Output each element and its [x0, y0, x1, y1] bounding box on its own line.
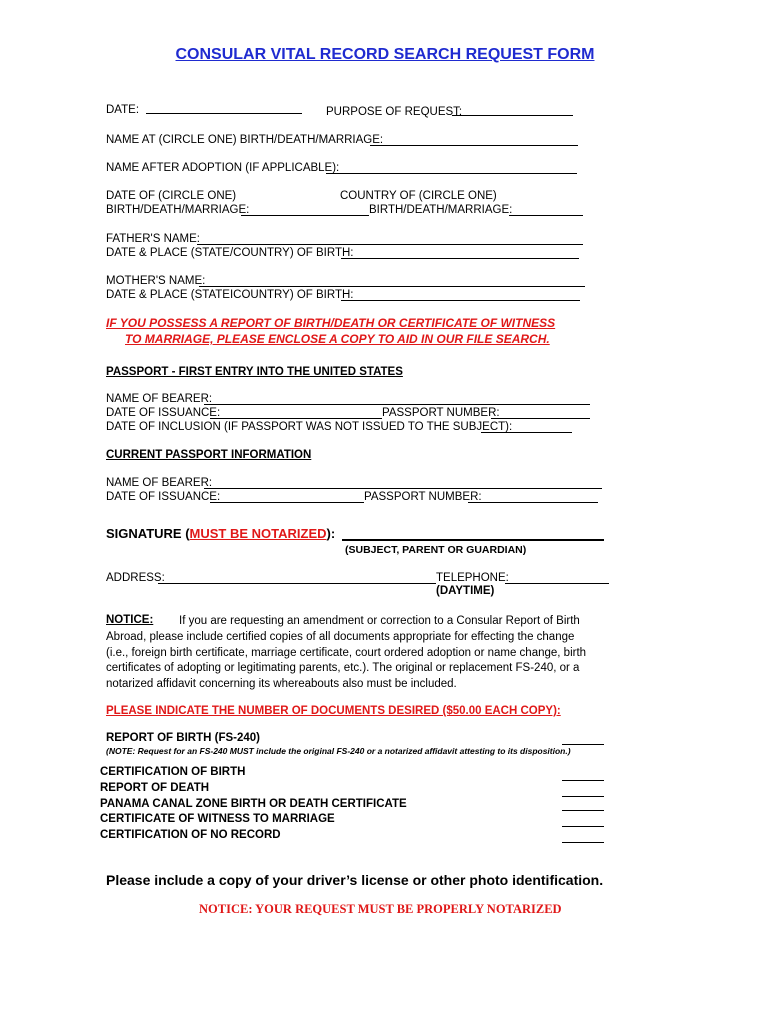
name-after-adoption-field[interactable]: [326, 173, 577, 174]
fs240-note: (NOTE: Request for an FS-240 MUST include the original FS-240 or a notarized affidavit attesting to its disposition.): [106, 746, 571, 756]
current-issuance-field[interactable]: [210, 502, 364, 503]
current-bearer-label: NAME OF BEARER:: [106, 477, 213, 489]
address-field[interactable]: [158, 583, 436, 584]
signature-label: SIGNATURE (MUST BE NOTARIZED):: [106, 526, 336, 541]
first-bearer-label: NAME OF BEARER:: [106, 393, 213, 405]
doc-item-witness-to-marriage: CERTIFICATE OF WITNESS TO MARRIAGE: [100, 813, 335, 825]
daytime-label: (DAYTIME): [436, 585, 495, 597]
doc-count-witness-to-marriage[interactable]: [562, 826, 604, 827]
telephone-label: TELEPHONE:: [436, 572, 509, 584]
date-of-label: DATE OF (CIRCLE ONE): [106, 190, 237, 202]
fathers-name-label: FATHER'S NAME:: [106, 233, 200, 245]
doc-count-panama-canal-zone[interactable]: [562, 810, 604, 811]
address-label: ADDRESS:: [106, 572, 165, 584]
first-number-field[interactable]: [491, 418, 590, 419]
mother-date-place-label: DATE & PLACE (STATEICOUNTRY) OF BIRTH:: [106, 289, 354, 301]
current-issuance-label: DATE OF ISSUANCE:: [106, 491, 221, 503]
current-bearer-field[interactable]: [204, 488, 602, 489]
notice-line-4: certificates of adopting or legitimating parents, etc.). The original or replacement FS-240, or a: [106, 662, 580, 674]
telephone-field[interactable]: [505, 583, 609, 584]
name-after-adoption-label: NAME AFTER ADOPTION (IF APPLICABLE):: [106, 162, 340, 174]
first-inclusion-label: DATE OF INCLUSION (IF PASSPORT WAS NOT ISSUED TO THE SUBJECT):: [106, 421, 513, 433]
signature-field[interactable]: [342, 539, 604, 541]
name-at-field[interactable]: [370, 145, 578, 146]
purpose-label: PURPOSE OF REQUEST:: [326, 106, 463, 118]
fathers-name-field[interactable]: [197, 244, 583, 245]
first-number-label: PASSPORT NUMBER:: [382, 407, 500, 419]
purpose-field[interactable]: [452, 115, 573, 116]
must-be-notarized: MUST BE NOTARIZED: [189, 526, 327, 541]
doc-item-certification-of-birth: CERTIFICATION OF BIRTH: [100, 766, 246, 778]
passport-first-heading: PASSPORT - FIRST ENTRY INTO THE UNITED STATES: [106, 366, 403, 378]
notice-line-3: (i.e., foreign birth certificate, marriage certificate, court ordered adoption or name change, birth: [106, 647, 587, 659]
name-at-label: NAME AT (CIRCLE ONE) BIRTH/DEATH/MARRIAGE:: [106, 134, 384, 146]
date-of-field[interactable]: [241, 215, 369, 216]
first-issuance-label: DATE OF ISSUANCE:: [106, 407, 221, 419]
doc-item-panama-canal-zone: PANAMA CANAL ZONE BIRTH OR DEATH CERTIFICATE: [100, 798, 407, 810]
notice-line-1: If you are requesting an amendment or correction to a Consular Report of Birth: [179, 615, 580, 627]
doc-count-report-of-death[interactable]: [562, 796, 604, 797]
mother-date-place-field[interactable]: [341, 300, 580, 301]
current-number-label: PASSPORT NUMBER:: [364, 491, 482, 503]
notice-line-5: notarized affidavit concerning its whereabouts also must be included.: [106, 678, 457, 690]
fs240-count-field[interactable]: [562, 744, 604, 745]
notice-label: NOTICE:: [106, 614, 154, 626]
first-issuance-field[interactable]: [210, 418, 382, 419]
photo-id-note: Please include a copy of your driver’s license or other photo identification.: [106, 872, 604, 888]
country-of-options: BIRTH/DEATH/MARRIAGE:: [369, 204, 513, 216]
doc-item-report-of-death: REPORT OF DEATH: [100, 782, 210, 794]
passport-current-heading: CURRENT PASSPORT INFORMATION: [106, 449, 312, 461]
doc-count-no-record[interactable]: [562, 842, 604, 843]
mothers-name-field[interactable]: [199, 286, 585, 287]
first-bearer-field[interactable]: [204, 404, 590, 405]
warning-line-2: TO MARRIAGE, PLEASE ENCLOSE A COPY TO AID IN OUR FILE SEARCH.: [125, 332, 550, 346]
fs240-label: REPORT OF BIRTH (FS-240): [106, 732, 260, 744]
father-date-place-label: DATE & PLACE (STATE/COUNTRY) OF BIRTH:: [106, 247, 354, 259]
country-of-label: COUNTRY OF (CIRCLE ONE): [340, 190, 497, 202]
current-number-field[interactable]: [468, 502, 598, 503]
final-notice: NOTICE: YOUR REQUEST MUST BE PROPERLY NOTARIZED: [199, 902, 562, 916]
date-field[interactable]: [146, 113, 302, 114]
first-inclusion-field[interactable]: [481, 432, 572, 433]
doc-count-certification-of-birth[interactable]: [562, 780, 604, 781]
country-of-field[interactable]: [509, 215, 583, 216]
father-date-place-field[interactable]: [341, 258, 579, 259]
date-label: DATE:: [106, 104, 140, 116]
date-of-options: BIRTH/DEATH/MARRIAGE:: [106, 204, 250, 216]
warning-line-1: IF YOU POSSESS A REPORT OF BIRTH/DEATH OR CERTIFICATE OF WITNESS: [106, 316, 556, 330]
mothers-name-label: MOTHER'S NAME:: [106, 275, 206, 287]
notice-line-2: Abroad, please include certified copies of all documents appropriate for effecting the change: [106, 631, 575, 643]
form-title: CONSULAR VITAL RECORD SEARCH REQUEST FORM: [175, 46, 595, 63]
documents-heading: PLEASE INDICATE THE NUMBER OF DOCUMENTS DESIRED ($50.00 EACH COPY):: [106, 705, 561, 717]
doc-item-no-record: CERTIFICATION OF NO RECORD: [100, 829, 281, 841]
signature-sub-label: (SUBJECT, PARENT OR GUARDIAN): [345, 544, 527, 556]
